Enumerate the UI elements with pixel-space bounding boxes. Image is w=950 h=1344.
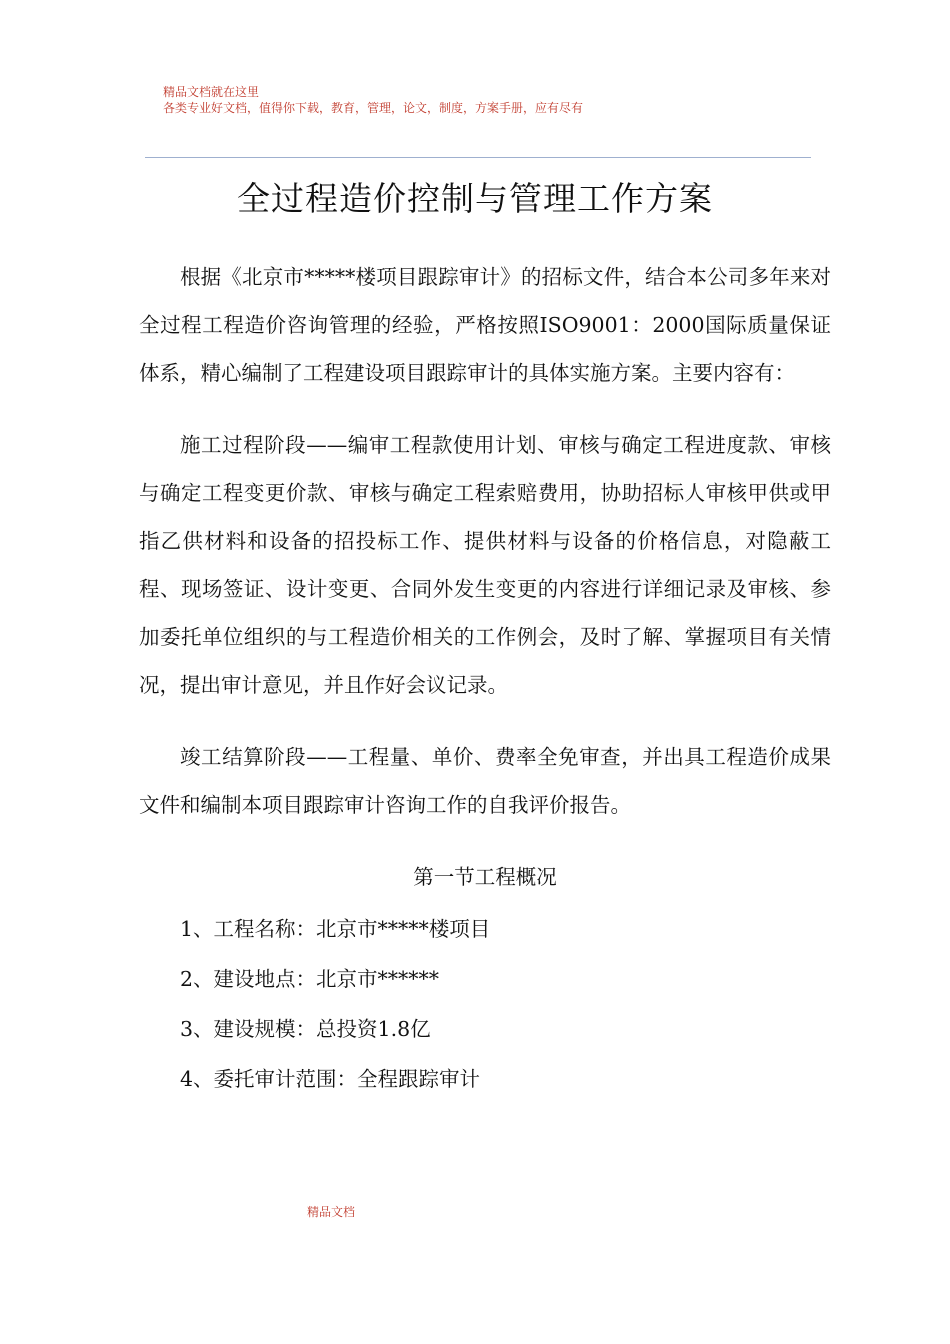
watermark-footer: 精品文档 [307,1205,356,1219]
header-line-1: 精品文档就在这里 [163,85,260,99]
document-title: 全过程造价控制与管理工作方案 [237,179,713,218]
list-item: 2、建设地点：北京市****** [180,967,440,991]
document-body [139,253,831,1105]
watermark-header [163,84,583,116]
paragraph-construction-stage: 施工过程阶段——编审工程款使用计划、审核与确定工程进度款、审核与确定工程变更价款、审核与确定工程索赔费用，协助招标人审核甲供或甲指乙供材料和设备的招投标工作、提供材料与设备的价格信息，对隐蔽工程、现场签证、设计变更、合同外发生变更的内容进行详细记录及审核、参加委托单位组织的与工程造价相关的工作例会，及时了解、掌握项目有关情况，提出审计意见，并且作好会议记录。 [139,433,831,697]
header-divider [145,157,811,158]
paragraph-intro: 根据《北京市*****楼项目跟踪审计》的招标文件，结合本公司多年来对全过程工程造价咨询管理的经验，严格按照ISO9001：2000国际质量保证体系，精心编制了工程建设项目跟踪审计的具体实施方案。主要内容有： [139,265,831,385]
list-item: 4、委托审计范围：全程跟踪审计 [180,1067,481,1091]
paragraph-settlement-stage: 竣工结算阶段——工程量、单价、费率全免审查，并出具工程造价成果文件和编制本项目跟踪审计咨询工作的自我评价报告。 [139,745,831,817]
list-item: 3、建设规模：总投资1.8亿 [180,1017,431,1041]
list-item: 1、工程名称：北京市*****楼项目 [180,917,491,941]
section-heading: 第一节工程概况 [413,865,557,889]
header-line-2: 各类专业好文档，值得你下载，教育，管理，论文，制度，方案手册，应有尽有 [163,101,584,115]
